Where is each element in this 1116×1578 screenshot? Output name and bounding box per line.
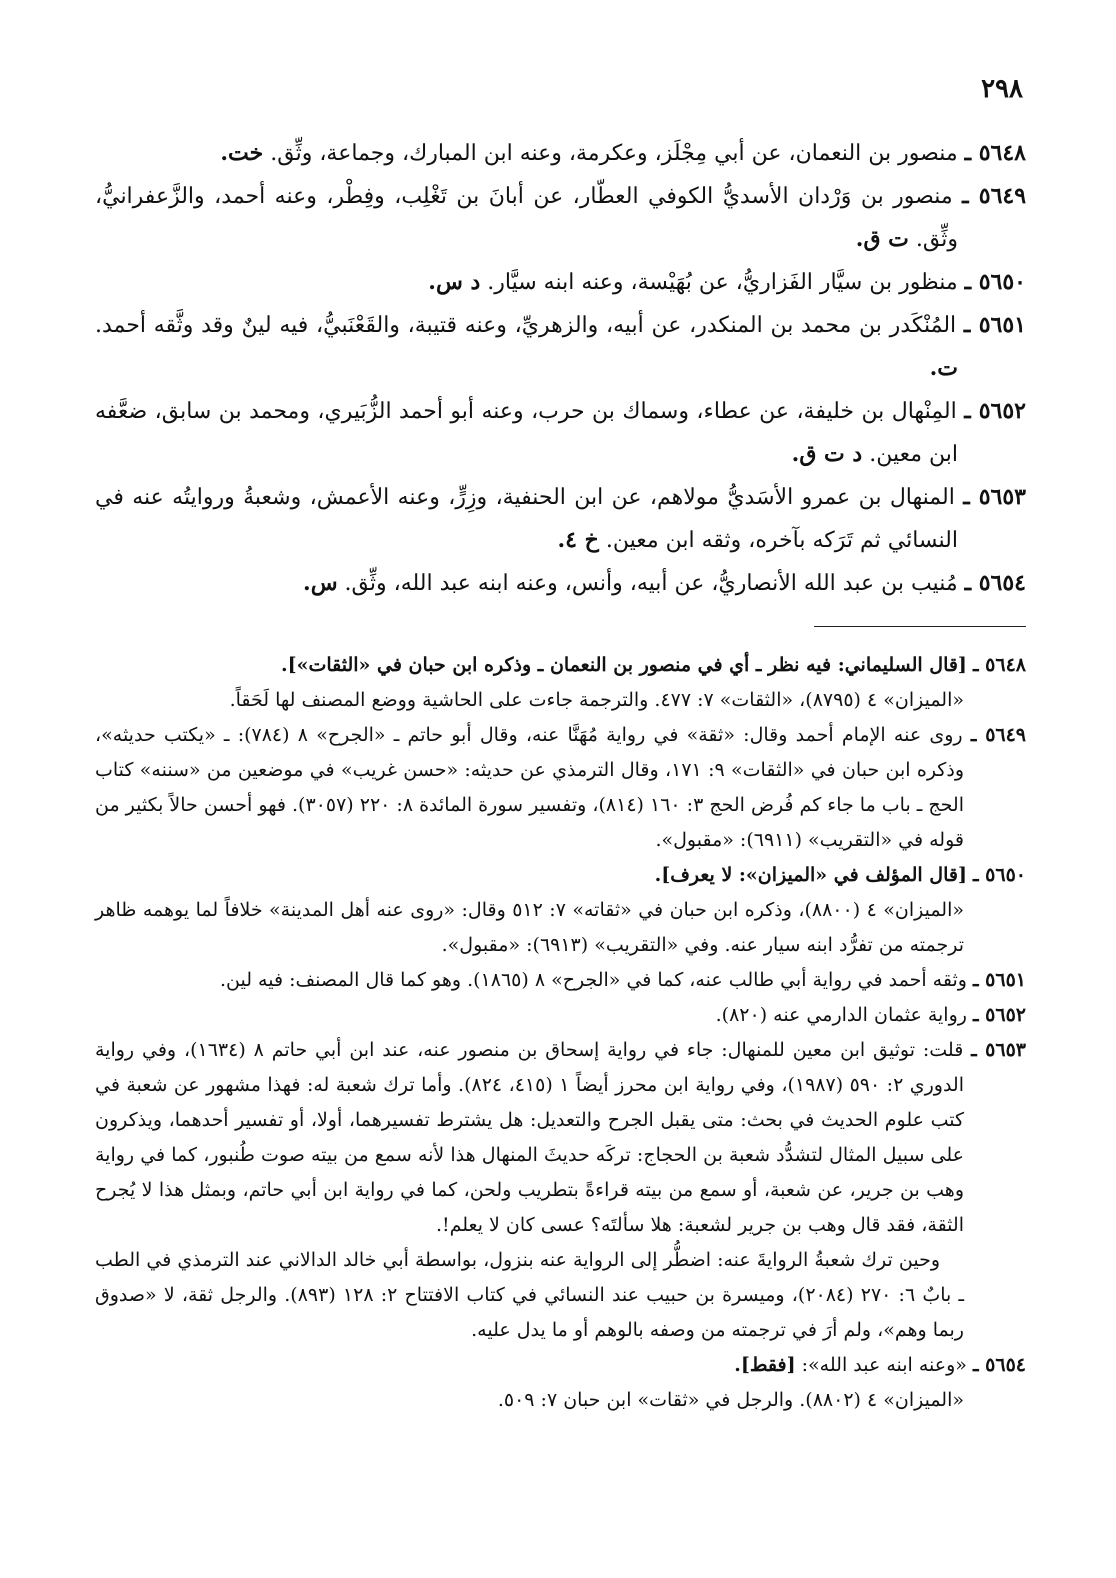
note-text: قلت: توثيق ابن معين للمنهال: جاء في رواية إسحاق بن منصور عنه، عند ابن أبي حاتم ٨ (١٦٣٤)، وفي رواية الدوري ٢: ٥٩٠ (١٩٨٧)، وفي رواية ابن محرز أيضاً ١ (٤١٥، ٨٢٤). وأما ترك شعبة له: فهذا مشهور عن شعبة في كتب علوم الحديث في بحث: متى يقبل الجرح والتعديل: هل يشترط تفسيرهما، أولا، أو تفسير أحدهما، ويذكرون على سبيل المثال لتشدُّد شعبة بن الحجاج: تركَه حديثَ المنهال هذا لأنه سمع من بيته صوت طُنبور، كما في رواية وهب بن جرير، عن شعبة، أو سمع من بيته قراءةً بتطريب ولحن، كما في رواية ابن أبي حاتم، وبمثل هذا لا يُجرح الثقة، فقد قال وهب بن جرير لشعبة: هلا سألتَه؟ عسى كان لا يعلم!. xyxy=(95,1039,964,1236)
entry-number: ٥٦٤٨ ـ xyxy=(964,140,1026,166)
entry-5653 xyxy=(95,476,1026,562)
note-number: ٥٦٥٣ ـ xyxy=(971,1039,1026,1061)
main-text xyxy=(95,132,1026,605)
entry-number: ٥٦٤٩ ـ xyxy=(962,183,1027,209)
note-5648 xyxy=(95,648,1026,683)
note-5650 xyxy=(95,858,1026,893)
note-number: ٥٦٥٠ ـ xyxy=(972,864,1026,886)
entry-text: المنهال بن عمرو الأسَديُّ مولاهم، عن ابن الحنفية، وزِرٍّ، وعنه الأعمش، وشعبةُ وروايتُه عنه في النسائي ثم تَرَكه بآخره، وثقه ابن معين. xyxy=(95,485,958,553)
entry-text: منصور بن النعمان، عن أبي مِجْلَز، وعكرمة، وعنه ابن المبارك، وجماعة، وثِّق. xyxy=(270,141,958,166)
note-bold-text: [قال السليماني: فيه نظر ـ أي في منصور بن النعمان ـ وذكره ابن حبان في «الثقات»]. xyxy=(280,654,967,676)
entry-text: منصور بن وَرْدان الأسديُّ الكوفي العطّار، عن أبانَ بن تَغْلِب، وفِطْر، وعنه أحمد، والزَّعفرانيُّ، وثِّق. xyxy=(95,184,958,252)
footnotes xyxy=(95,648,1026,1418)
entry-5650 xyxy=(95,261,1026,304)
note-5653 xyxy=(95,1033,1026,1243)
entry-number: ٥٦٥٠ ـ xyxy=(964,269,1026,295)
entry-code: خ ٤. xyxy=(557,527,599,553)
note-bold-text: [فقط]. xyxy=(734,1354,796,1376)
note-5654 xyxy=(95,1348,1026,1383)
note-text: «وعنه ابنه عبد الله»: xyxy=(801,1354,967,1376)
entry-5654 xyxy=(95,562,1026,605)
note-5651 xyxy=(95,963,1026,998)
note-5650-continuation: «الميزان» ٤ (٨٨٠٠)، وذكره ابن حبان في «ثقاته» ٧: ٥١٢ وقال: «روى عنه أهل المدينة» خلافاً لما يوهمه ظاهر ترجمته من تفرُّد ابنه سيار عنه. وفي «التقريب» (٦٩١٣): «مقبول». xyxy=(95,899,964,956)
note-number: ٥٦٤٨ ـ xyxy=(972,654,1026,676)
page-number: ٢٩٨ xyxy=(981,74,1023,104)
note-text: رواية عثمان الدارمي عنه (٨٢٠). xyxy=(715,1004,967,1026)
note-5649 xyxy=(95,718,1026,858)
entry-code: س. xyxy=(303,570,338,596)
entry-5652 xyxy=(95,390,1026,476)
entry-text: المُنْكَدر بن محمد بن المنكدر، عن أبيه، والزهريِّ، وعنه قتيبة، والقَعْنَبيُّ، فيه لينٌ وقد وثَّقه أحمد. xyxy=(95,313,957,338)
entry-text: منظور بن سيَّار الفَزاريُّ، عن بُهَيْسة، وعنه ابنه سيَّار. xyxy=(487,270,958,295)
note-5648-continuation: «الميزان» ٤ (٨٧٩٥)، «الثقات» ٧: ٤٧٧. والترجمة جاءت على الحاشية ووضع المصنف لها لَحَقاً. xyxy=(229,689,964,711)
note-text: وثقه أحمد في رواية أبي طالب عنه، كما في «الجرح» ٨ (١٨٦٥). وهو كما قال المصنف: فيه لين. xyxy=(219,969,967,991)
entry-text: المِنْهال بن خليفة، عن عطاء، وسماك بن حرب، وعنه أبو أحمد الزُّبَيري، ومحمد بن سابق، ضعَّفه ابن معين. xyxy=(95,399,958,467)
entry-code: ت. xyxy=(929,355,958,381)
note-number: ٥٦٤٩ ـ xyxy=(970,724,1027,746)
note-5652 xyxy=(95,998,1026,1033)
entry-code: د ت ق. xyxy=(791,441,863,467)
entry-code: خت. xyxy=(220,140,264,166)
entry-code: ت ق. xyxy=(855,226,909,252)
entry-number: ٥٦٥١ ـ xyxy=(963,312,1026,338)
footnote-divider xyxy=(814,626,1026,627)
entry-number: ٥٦٥٤ ـ xyxy=(964,570,1026,596)
entry-number: ٥٦٥٢ ـ xyxy=(964,398,1026,424)
entry-5649 xyxy=(95,175,1026,261)
entry-5648 xyxy=(95,132,1026,175)
note-text: روى عنه الإمام أحمد وقال: «ثقة» في رواية مُهَنَّا عنه، وقال أبو حاتم ـ «الجرح» ٨ (٧٨٤): ـ «يكتب حديثه»، وذكره ابن حبان في «الثقات» ٩: ١٧١، وقال الترمذي عن حديثه: «حسن غريب» في موضعين من «سننه» كتاب الحج ـ باب ما جاء كم فُرض الحج ٣: ١٦٠ (٨١٤)، وتفسير سورة المائدة ٨: ٢٢٠ (٣٠٥٧). فهو أحسن حالاً بكثير من قوله في «التقريب» (٦٩١١): «مقبول». xyxy=(94,724,964,851)
note-5653-paragraph: وحين ترك شعبةُ الروايةَ عنه: اضطُّر إلى الرواية عنه بنزول، بواسطة أبي خالد الدالاني عند الترمذي في الطب ـ بابٌ ٦: ٢٧٠ (٢٠٨٤)، وميسرة بن حبيب عند النسائي في كتاب الافتتاح ٢: ١٢٨ (٨٩٣). والرجل ثقة، لا «صدوق ربما وهم»، ولم أرَ في ترجمته من وصفه بالوهم أو ما يدل عليه. xyxy=(95,1249,965,1341)
entry-code: د س. xyxy=(428,269,481,295)
entry-5651 xyxy=(95,304,1026,390)
note-number: ٥٦٥٢ ـ xyxy=(972,1004,1026,1026)
note-number: ٥٦٥٤ ـ xyxy=(972,1354,1026,1376)
note-5654-continuation: «الميزان» ٤ (٨٨٠٢). والرجل في «ثقات» ابن حبان ٧: ٥٠٩. xyxy=(497,1389,964,1411)
entry-text: مُنيب بن عبد الله الأنصاريُّ، عن أبيه، وأنس، وعنه ابنه عبد الله، وثِّق. xyxy=(344,571,958,596)
entry-number: ٥٦٥٣ ـ xyxy=(963,484,1026,510)
note-bold-text: [قال المؤلف في «الميزان»: لا يعرف]. xyxy=(654,864,967,886)
note-number: ٥٦٥١ ـ xyxy=(972,969,1026,991)
